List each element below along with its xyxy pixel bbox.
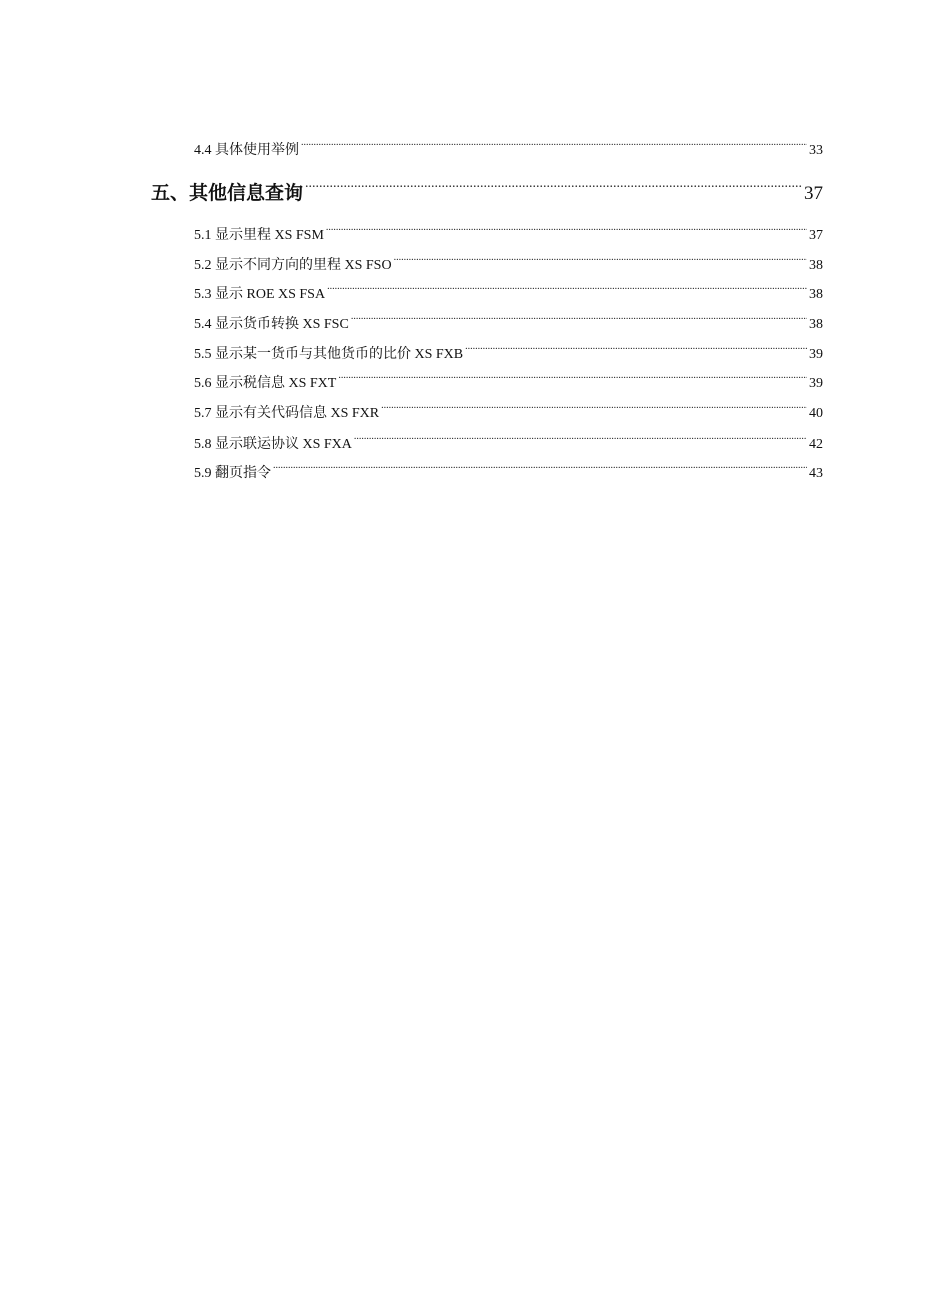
- toc-entry-4-4[interactable]: [194, 140, 823, 161]
- dot-leader: [465, 344, 807, 358]
- toc-entry-page: 39: [809, 347, 823, 362]
- toc-entry-page: 39: [809, 376, 823, 391]
- toc-entry-title: 5.3 显示 ROE XS FSA: [194, 287, 326, 302]
- dot-leader: [338, 373, 807, 387]
- toc-entry-title: 5.4 显示货币转换 XS FSC: [194, 317, 349, 332]
- toc-entry-5-4[interactable]: [194, 314, 823, 335]
- dot-leader: [327, 284, 807, 298]
- toc-entry-page: 38: [809, 317, 823, 332]
- toc-entry-page: 33: [809, 143, 823, 158]
- dot-leader: [394, 255, 807, 269]
- toc-entry-5-5[interactable]: [194, 344, 823, 365]
- toc-entry-title: 5.1 显示里程 XS FSM: [194, 228, 324, 243]
- toc-entry-title: 5.9 翻页指令: [194, 466, 271, 481]
- toc-chapter-page: 37: [804, 183, 823, 204]
- toc-entry-title: 4.4 具体使用举例: [194, 143, 299, 158]
- toc-entry-5-1[interactable]: [194, 225, 823, 246]
- toc-entry-page: 38: [809, 287, 823, 302]
- dot-leader: [326, 225, 807, 239]
- toc-entry-title: 5.6 显示税信息 XS FXT: [194, 376, 337, 391]
- toc-entry-page: 43: [809, 466, 823, 481]
- dot-leader: [301, 140, 807, 154]
- dot-leader: [305, 180, 802, 199]
- toc-entry-page: 37: [809, 228, 823, 243]
- toc-entry-page: 38: [809, 258, 823, 273]
- dot-leader: [354, 434, 807, 448]
- toc-entry-5-2[interactable]: [194, 255, 823, 276]
- dot-leader: [381, 403, 807, 417]
- toc-entry-page: 40: [809, 406, 823, 421]
- dot-leader: [273, 463, 807, 477]
- toc-entry-5-8[interactable]: [194, 434, 823, 455]
- toc-entry-5-6[interactable]: [194, 373, 823, 394]
- toc-entry-title: 5.8 显示联运协议 XS FXA: [194, 437, 352, 452]
- toc-entry-5-7[interactable]: [194, 403, 823, 424]
- toc-chapter-5[interactable]: [151, 180, 823, 207]
- toc-entry-title: 5.5 显示某一货币与其他货币的比价 XS FXB: [194, 347, 464, 362]
- dot-leader: [351, 314, 807, 328]
- toc-entry-title: 5.2 显示不同方向的里程 XS FSO: [194, 258, 392, 273]
- toc-chapter-title: 五、其他信息查询: [151, 183, 304, 204]
- toc-entry-5-3[interactable]: [194, 284, 823, 305]
- toc-entry-title: 5.7 显示有关代码信息 XS FXR: [194, 406, 380, 421]
- toc-entry-page: 42: [809, 437, 823, 452]
- toc-entry-5-9[interactable]: [194, 463, 823, 484]
